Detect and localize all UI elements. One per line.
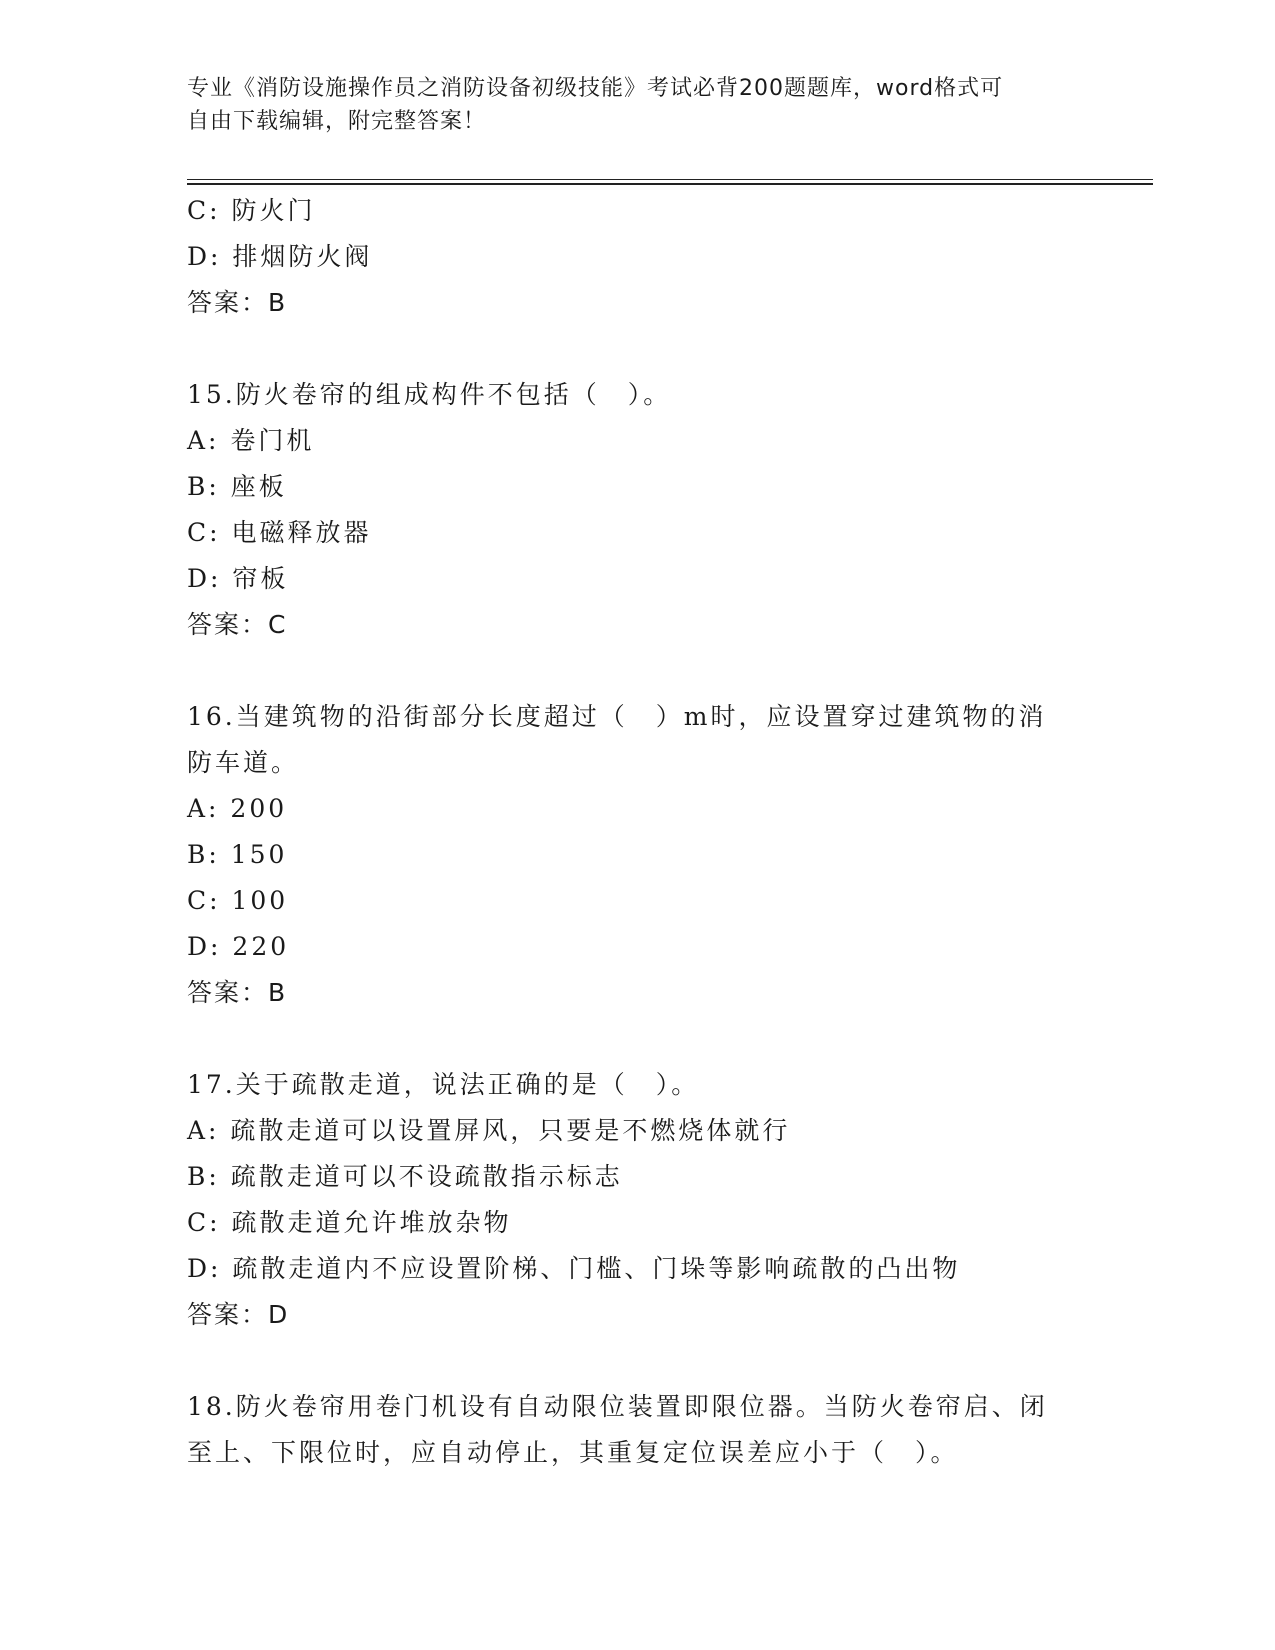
option-a: A: 200 — [187, 794, 288, 823]
option-d: D: 疏散走道内不应设置阶梯、门槛、门垛等影响疏散的凸出物 — [187, 1254, 961, 1283]
header-divider-thick — [187, 183, 1153, 185]
question-spacer — [187, 1016, 1087, 1062]
question-spacer — [187, 1338, 1087, 1384]
question-stem-continued: 至上、下限位时，应自动停止，其重复定位误差应小于（ ）。 — [187, 1438, 959, 1467]
header-divider-thin — [187, 179, 1153, 180]
option-b: B: 座板 — [187, 472, 287, 501]
question-stem: 17.关于疏散走道，说法正确的是（ ）。 — [187, 1070, 700, 1099]
question-block-18 — [187, 1384, 1087, 1476]
question-block-17 — [187, 1062, 1087, 1338]
option-a: A: 卷门机 — [187, 426, 315, 455]
document-body — [187, 188, 1087, 1476]
document-header — [187, 72, 1067, 138]
question-block-15 — [187, 372, 1087, 648]
question-spacer — [187, 648, 1087, 694]
question-stem-continued: 防车道。 — [187, 748, 300, 777]
option-a: A: 疏散走道可以设置屏风，只要是不燃烧体就行 — [187, 1116, 791, 1145]
header-line-1: 专业《消防设施操作员之消防设备初级技能》考试必背200题题库，word格式可 — [187, 76, 1004, 101]
answer-line: 答案：B — [187, 978, 288, 1007]
header-line-2: 自由下载编辑，附完整答案！ — [187, 109, 487, 134]
option-c: C: 防火门 — [187, 196, 316, 225]
option-b: B: 150 — [187, 840, 288, 869]
answer-line: 答案：C — [187, 610, 288, 639]
question-stem: 18.防火卷帘用卷门机设有自动限位装置即限位器。当防火卷帘启、闭 — [187, 1392, 1048, 1421]
question-block-continued — [187, 188, 1087, 326]
answer-line: 答案：B — [187, 288, 288, 317]
option-d: D: 帘板 — [187, 564, 289, 593]
question-spacer — [187, 326, 1087, 372]
option-d: D: 220 — [187, 932, 290, 961]
option-c: C: 疏散走道允许堆放杂物 — [187, 1208, 512, 1237]
option-c: C: 电磁释放器 — [187, 518, 372, 547]
option-b: B: 疏散走道可以不设疏散指示标志 — [187, 1162, 623, 1191]
option-d: D: 排烟防火阀 — [187, 242, 373, 271]
question-stem: 15.防火卷帘的组成构件不包括（ ）。 — [187, 380, 672, 409]
question-block-16 — [187, 694, 1087, 1016]
option-c: C: 100 — [187, 886, 289, 915]
answer-line: 答案：D — [187, 1300, 290, 1329]
question-stem: 16.当建筑物的沿街部分长度超过（ ）m时，应设置穿过建筑物的消 — [187, 702, 1047, 731]
